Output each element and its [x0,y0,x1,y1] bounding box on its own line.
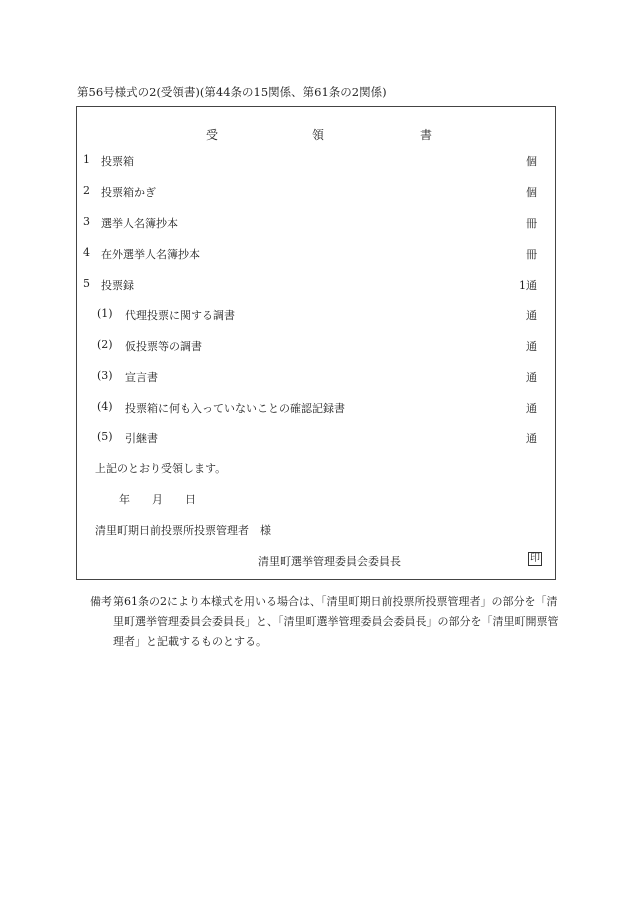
item-number: 2 [83,184,90,197]
title-char-1: 受 [206,128,219,142]
sub-item-label: 引継書 [125,432,158,445]
title-char-2: 領 [312,128,325,142]
item-row [77,184,555,200]
item-unit: 1通 [519,279,537,292]
sub-item-unit: 通 [526,371,537,384]
item-label: 在外選挙人名簿抄本 [101,248,200,261]
item-unit: 個 [526,186,537,199]
item-unit: 冊 [526,248,537,261]
sub-item-unit: 通 [526,340,537,353]
seal-mark: 印 [530,553,540,564]
sub-item-row [77,307,555,323]
item-row [77,153,555,169]
item-label: 投票箱 [101,155,134,168]
sub-item-number: (5) [97,430,113,443]
remarks-heading: 備考 [90,595,112,608]
item-row [77,246,555,262]
issuer-title: 清里町選挙管理委員会委員長 [258,555,401,568]
sub-item-label: 仮投票等の調書 [125,340,202,353]
sub-item-row [77,338,555,354]
sub-item-label: 代理投票に関する調書 [125,309,235,322]
form-title [77,126,555,142]
sub-item-row [77,400,555,416]
item-label: 選挙人名簿抄本 [101,217,178,230]
sub-item-number: (3) [97,369,113,382]
sub-item-unit: 通 [526,432,537,445]
sub-item-row [77,430,555,446]
item-number: 5 [83,277,90,290]
item-label: 投票箱かぎ [101,186,156,199]
sub-item-row [77,369,555,385]
item-number: 4 [83,246,90,259]
addressee: 清里町期日前投票所投票管理者 様 [95,524,271,537]
remarks-body: 第61条の2により本様式を用いる場合は、「清里町期日前投票所投票管理者」の部分を「清里町選挙管理委員会委員長」と、「清里町選挙管理委員会委員長」の部分を「清里町開票管理者」と記載するものとする。 [113,595,559,648]
item-number: 3 [83,215,90,228]
item-unit: 冊 [526,217,537,230]
sub-item-label: 宣言書 [125,371,158,384]
date-line: 年 月 日 [119,493,196,506]
item-label: 投票録 [101,279,134,292]
item-unit: 個 [526,155,537,168]
title-char-3: 書 [420,128,433,142]
form-header: 第56号様式の2(受領書)(第44条の15関係、第61条の2関係) [77,85,387,99]
sub-item-number: (1) [97,307,113,320]
sub-item-number: (2) [97,338,113,351]
sub-item-label: 投票箱に何も入っていないことの確認記録書 [125,402,345,415]
item-number: 1 [83,153,90,166]
item-row [77,215,555,231]
received-statement: 上記のとおり受領します。 [95,462,227,475]
receipt-form-box [76,106,556,580]
item-row [77,277,555,293]
sub-item-unit: 通 [526,309,537,322]
sub-item-number: (4) [97,400,113,413]
sub-item-unit: 通 [526,402,537,415]
